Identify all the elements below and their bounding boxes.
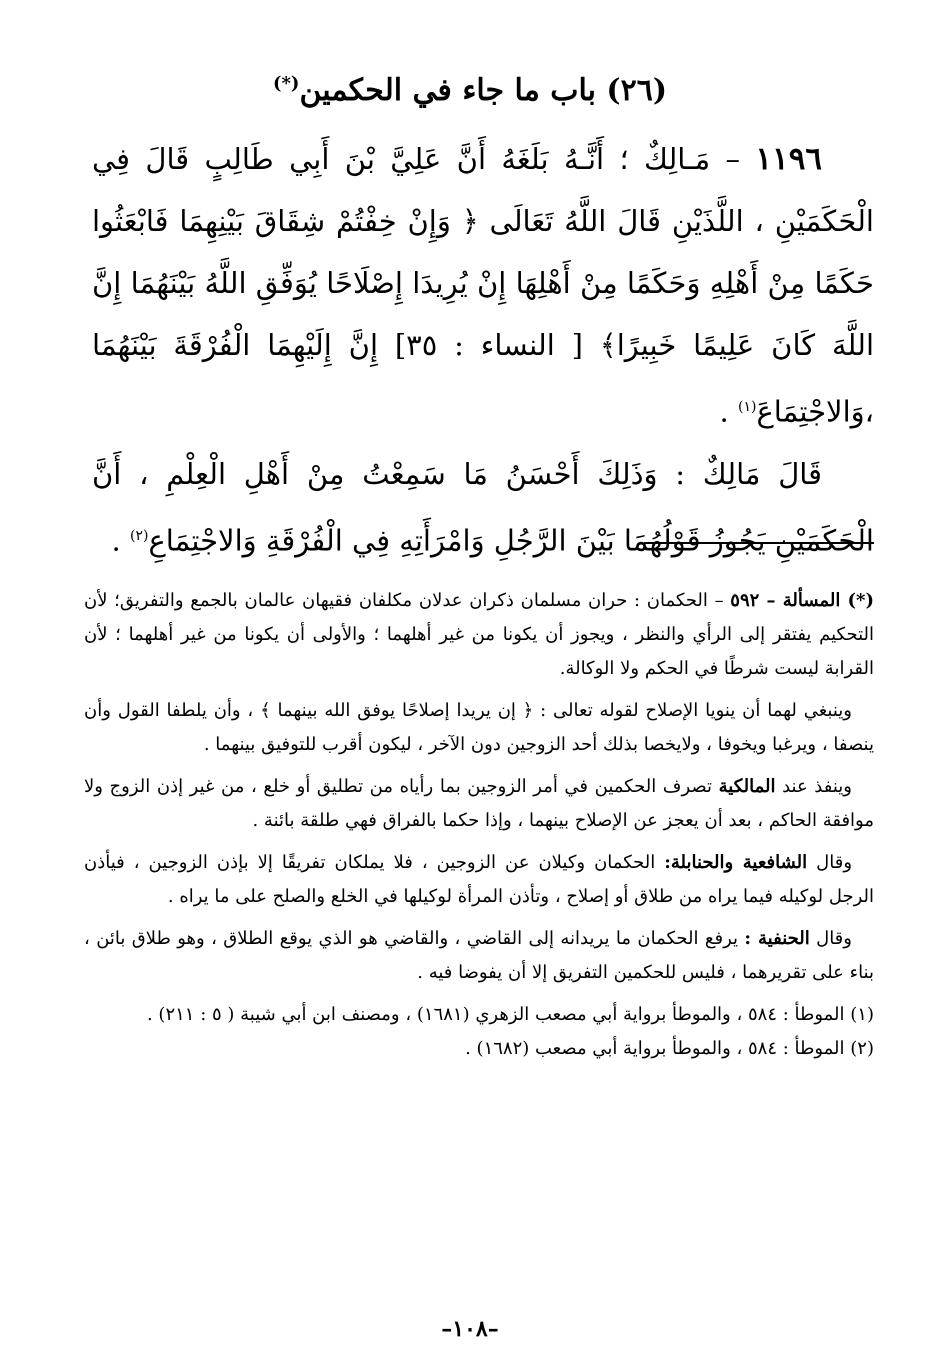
note-5-post: يرفع الحكمان ما يريدانه إلى القاضي ، والقاضي هو الذي يوقع الطلاق ، وهو طلاق بائن ، بناء على تقريرهما ، فليس للحكمين التفريق إلا أن يفوضا فيه . <box>84 928 874 983</box>
note-3-bold: المالكية <box>718 776 776 797</box>
malik-paragraph <box>92 443 874 572</box>
footnote-2: (٢) الموطأ : ٥٨٤ ، والموطأ برواية أبي مصعب (١٦٨٢) . <box>465 1038 874 1059</box>
note-paragraph-2: وينبغي لهما أن ينويا الإصلاح لقوله تعالى : ﴿ إن يريدا إصلاحًا يوفق الله بينهما ﴾ ، وأن يلطفا القول وأن ينصفا ، ويرغبا ويخوفا ، ولايخصا بذلك أحد الزوجين دون الآخر ، ليكون أقرب للتوفيق بينهما . <box>84 700 874 755</box>
note-4-pre: وقال <box>807 852 853 873</box>
masala-paragraph <box>84 584 874 686</box>
masala-label: (*) المسألة – ٥٩٢ <box>730 590 874 611</box>
notes-section <box>84 584 874 1066</box>
chapter-title-mark: (*) <box>272 73 300 94</box>
note-4-post: الحكمان وكيلان عن الزوجين ، فلا يملكان تفريقًا إلا بإذن الزوجين ، فيأذن الرجل لوكيله فيما يراه من طلاق أو إصلاح ، وتأذن المرأة لوكيلها في الخلع والصلح على ما يراه . <box>84 852 874 907</box>
note-4-bold: الشافعية والحنابلة: <box>664 852 808 873</box>
hadith-paragraph <box>92 128 874 443</box>
hadith-end: . <box>719 394 738 429</box>
masala-text: – الحكمان : حران مسلمان ذكران عدلان مكلفان فقيهان عالمان بالجمع والتفريق؛ لأن التحكيم يفتقر إلى الرأي والنظر ، ويجوز أن يكونا من غير أهلهما ؛ والأولى أن يكونا من غير أهلهما ؛ لأن القرابة ليست شرطًا في الحكم ولا الوكالة. <box>84 590 874 679</box>
hadith-text: – مَـالِكٌ ؛ أَنَّـهُ بَلَغَهُ أَنَّ عَلِيَّ بْنَ أَبِي طَالِبٍ قَالَ فِي الْحَكَمَيْنِ ، اللَّذَيْنِ قَالَ اللَّهُ تَعَالَى ﴿ وَإِنْ خِفْتُمْ شِقَاقَ بَيْنِهِمَا فَابْعَثُوا حَكَمًا مِنْ أَهْلِهِ وَحَكَمًا مِنْ أَهْلِهَا إِنْ يُرِيدَا إِصْلَاحًا يُوَفِّقِ اللَّهُ بَيْنَهُمَا إِنَّ اللَّهَ كَانَ عَلِيمًا خَبِيرًا﴾ [ النساء : ٣٥] إِنَّ إِلَيْهِمَا الْفُرْقَةَ بَيْنَهُمَا ،وَالاجْتِمَاعَ <box>92 142 874 429</box>
note-paragraph-3 <box>84 770 874 838</box>
note-3-post: تصرف الحكمين في أمر الزوجين بما رأياه من تطليق أو خلع ، من غير إذن الزوج ولا موافقة الحاكم ، بعد أن يعجز عن الإصلاح بينهما ، وإذا حكما بالفراق فهي طلقة بائنة . <box>84 776 874 831</box>
footnote-ref-2: (٢) <box>129 527 149 544</box>
hadith-number: ١١٩٦ <box>755 141 822 177</box>
main-text <box>92 128 874 571</box>
footnote-1: (١) الموطأ : ٥٨٤ ، والموطأ برواية أبي مصعب الزهري (١٦٨١) ، ومصنف ابن أبي شيبة ( ٥ : ٢١١) . <box>146 1004 874 1025</box>
note-paragraph-4 <box>84 846 874 914</box>
note-5-pre: وقال <box>809 928 852 949</box>
note-3-pre: وينفذ عند <box>775 776 852 797</box>
malik-text: قَالَ مَالِكٌ : وَذَلِكَ أَحْسَنُ مَا سَمِعْتُ مِنْ أَهْلِ الْعِلْمِ ، أَنَّ الْحَكَمَيْنِ يَجُوزُ قَوْلُهُمَا بَيْنَ الرَّجُلِ وَامْرَأَتِهِ فِي الْفُرْقَةِ وَالاجْتِمَاعِ <box>92 456 874 558</box>
page-number: –١٠٨– <box>441 1316 499 1342</box>
note-5-bold: الحنفية : <box>744 928 810 949</box>
chapter-title <box>0 60 940 115</box>
footnote-ref-1: (١) <box>737 399 757 415</box>
note-paragraph-5 <box>84 922 874 990</box>
notes-divider <box>644 542 874 544</box>
chapter-title-text: (٢٦) باب ما جاء في الحكمين <box>299 73 668 108</box>
malik-end: . <box>111 523 130 558</box>
